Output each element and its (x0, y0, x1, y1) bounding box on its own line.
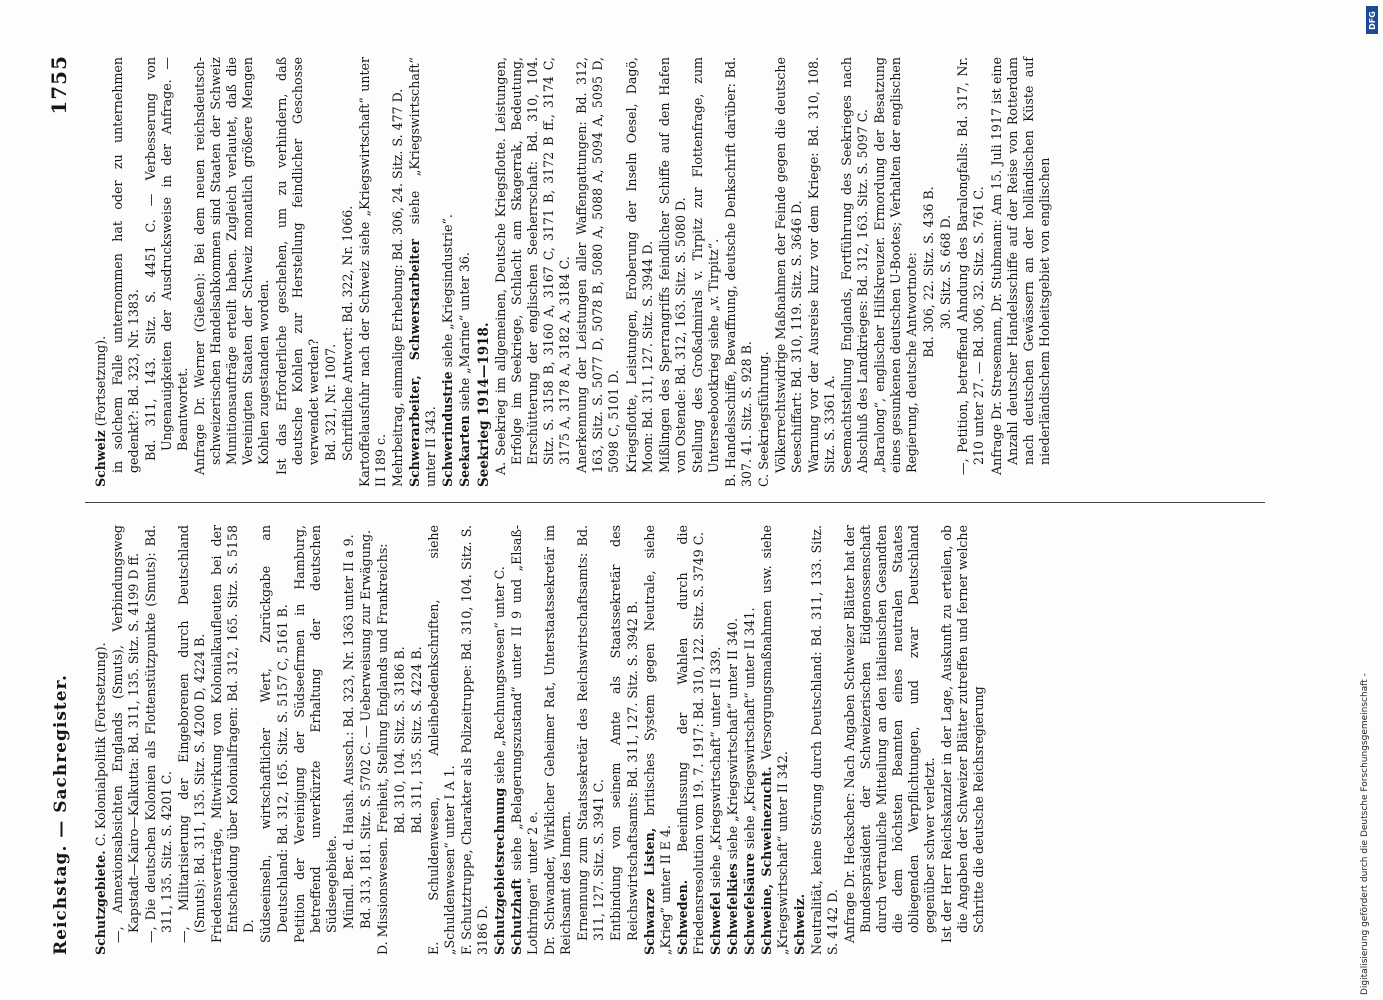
register-entry (440, 57, 456, 487)
register-entry (742, 525, 758, 955)
entry-text: C. Kolonialpolitik (Fortsetzung). (93, 642, 108, 851)
entry-text: E. Schuldenwesen, Anleihebedenkschriften, siehe „Schuldenwesen“ unter I A 1. (425, 525, 457, 955)
entry-text: Stellung des Großadmirals v. Tirpitz zur Flottenfrage, zum Unterseebootkrieg siehe „v. Tirpitz“. (689, 57, 721, 473)
entry-lemma: Schutzgebiete. (93, 850, 108, 955)
entry-text: siehe „Rechnungswesen“ unter C. (492, 566, 508, 788)
entry-lemma: Schutzgebietsrechnung (492, 787, 508, 955)
digitization-note: Digitalisierung gefördert durch die Deutsche Forschungsgemeinschaft - (1360, 673, 1370, 995)
register-entry (809, 525, 841, 955)
register-entry (642, 525, 674, 955)
column-divider (85, 502, 1265, 503)
entry-lemma: Schweiz. (791, 893, 807, 955)
register-entry (176, 525, 208, 955)
register-entry (426, 525, 458, 955)
entry-text: Bd. 311, 143. Sitz. S. 4451 C. — Verbesserung von Ungenauigkeiten der Ausdrucksweise in der Anfrage. — Beantwortet. (143, 57, 191, 461)
entry-text: Anfrage Dr. Heckscher: Nach Angaben Schweizer Blätter hat der Bundespräsident der Schweizerischen Eidgenossenschaft durch vertrauliche Mitteilung an den italienischen Gesandten die dem höchsten Beamten eines neutralen Staates obliegenden Verpflichtungen, und zwar Deutschland gegenüber schwer verletzt. (842, 525, 938, 943)
entry-text: britisches System gegen Neutrale, siehe „Krieg“ unter II E 4. (641, 525, 673, 955)
entry-text: siehe „Kriegswirtschaft“ unter II 343. (406, 57, 438, 487)
register-entry (209, 525, 257, 955)
entry-text: Kartoffelausfuhr nach der Schweiz siehe „Kriegswirtschaft“ unter II 189 c. (356, 57, 388, 487)
register-entry (989, 57, 1053, 487)
entry-text: —, Petition, betreffend Ahndung des Baralongfalls: Bd. 317, Nr. 210 unter 27. — Bd. 306, 32. Sitz. S. 761 C. (955, 57, 987, 475)
entry-text: Ist das Erforderliche geschehen, um zu verhindern, daß deutsche Kohlen zur Herstellung feindlicher Geschosse verwendet werden? (273, 57, 321, 475)
register-entry (340, 57, 356, 487)
entry-text: Bd. 306, 22. Sitz. S. 436 B. (921, 186, 937, 358)
register-entry (773, 57, 805, 487)
entry-text: Bd. 321, Nr. 1007. (322, 343, 338, 461)
entry-text: Schriftliche Antwort: Bd. 322, Nr. 1066. (339, 205, 355, 461)
register-entry (792, 525, 808, 955)
running-head-title: Reichstag. — Sachregister. (51, 674, 71, 955)
entry-text: siehe „Marine“ unter 36. (457, 252, 473, 416)
register-entry (921, 57, 937, 487)
register-entry (392, 525, 408, 955)
register-entry (357, 57, 389, 487)
register-entry (725, 525, 741, 955)
register-entry (939, 525, 987, 955)
register-entry (258, 525, 290, 955)
register-entry (955, 57, 987, 487)
entry-text: Südseeinseln, wirtschaftlicher Wert, Zurückgabe an Deutschland: Bd. 312, 165. Sitz. S. 5157 C, 5161 B. (258, 525, 290, 943)
entry-text: Bd. 311, 135. Sitz. S. 4224 B. (408, 646, 424, 834)
register-entry (690, 57, 722, 487)
running-head (45, 55, 79, 955)
entry-text: siehe „Kriegsindustrie“. (439, 214, 455, 372)
register-entry (457, 57, 473, 487)
register-entry (574, 57, 622, 487)
entry-text: Dr. Schwander, Wirklicher Geheimer Rat, Unterstaatssekretär im Reichsamt des Innern. (542, 525, 574, 955)
register-entry (806, 57, 838, 487)
register-entry (657, 57, 689, 487)
register-entry (476, 57, 492, 487)
register-entry (624, 57, 656, 487)
entry-lemma: Schweine, Schweinezucht. (758, 766, 774, 955)
entry-text: Neutralität, keine Störung durch Deutschland: Bd. 311, 133. Sitz. S. 4142 D. (809, 525, 841, 955)
entry-text: Mehrbeitrag, einmalige Erhebung: Bd. 306, 24. Sitz. S. 477 D. (389, 88, 405, 487)
register-entry (110, 57, 142, 487)
register-entry (274, 57, 322, 487)
entry-text: Beeinflussung der Wahlen durch die Friedensresolution vom 19. 7. 1917: Bd. 310, 122. Sitz. S. 3749 C. (674, 525, 706, 955)
entry-text: in solchem Falle unternommen hat oder zu unternehmen gedenkt?: Bd. 323, Nr. 1383. (110, 57, 142, 473)
register-entry (509, 525, 541, 955)
entry-lemma: Schweden. (674, 879, 690, 955)
entry-text: —, Militarisierung der Eingeborenen durch Deutschland (Smuts): Bd. 311, 135. Sitz. S. 4200 D, 4224 B. (176, 525, 208, 943)
entry-text: Petition der Vereinigung der Südseefirmen in Hamburg, betreffend unverkürzte Erhaltung der deutschen Südseegebiete. (291, 525, 339, 943)
register-entry (192, 57, 272, 487)
register-entry (110, 525, 142, 955)
register-entry (723, 57, 755, 487)
register-entry (492, 525, 508, 955)
entry-text: Anfrage Dr. Werner (Gießen): Bei dem neuen reichsdeutsch-schweizerischen Handelsabkommen sind Staaten der Schweiz Munitionsaufträge erteilt haben. Zugleich verlautet, daß die Vereinigten Staaten der Schweiz monatlich größere Mengen Kohlen zugestanden worden. (192, 57, 272, 475)
entry-lemma: Seekarten (457, 415, 473, 487)
entry-text: Friedensverträge, Mitwirkung von Kolonialkaufleuten bei der Entscheidung über Kolonialfragen: Bd. 312, 165. Sitz. S. 5158 D. (209, 525, 257, 943)
register-entry (575, 525, 607, 955)
register-entry (390, 57, 406, 487)
entry-text: B. Handelsschiffe, Bewaffnung, deutsche Denkschrift darüber: Bd. 307. 41. Sitz. S. 928 B. (722, 57, 754, 487)
register-entry (93, 525, 109, 955)
entry-lemma: Schweiz (93, 430, 108, 487)
register-entry (756, 57, 772, 487)
left-column (93, 525, 989, 955)
entry-text: F. Schutztruppe, Charakter als Polizeitruppe: Bd. 310, 104. Sitz. S. 3186 D. (459, 525, 491, 955)
register-entry (839, 57, 871, 487)
entry-lemma: Schwerarbeiter, Schwerstarbeiter (406, 239, 422, 487)
entry-text: siehe „Kriegswirtschaft“ unter II 341. (741, 607, 757, 853)
register-entry (759, 525, 791, 955)
entry-text: Anerkennung der Leistungen aller Waffengattungen: Bd. 312, 163, Sitz. S. 5077 D, 5078 B, 5080 A, 5088 A, 5094 A, 5095 D, 5098 C, 5101 D. (574, 57, 622, 473)
register-entry (409, 525, 425, 955)
entry-lemma: Schwarze Listen, (641, 827, 657, 955)
register-entry (675, 525, 707, 955)
register-entry (93, 57, 109, 487)
page-number: 1755 (47, 55, 71, 115)
entry-lemma: Schwerindustrie (439, 371, 455, 487)
entry-text: Seemachtstellung Englands, Fortführung des Seekrieges nach Abschluß des Landkrieges: Bd. 312, 163. Sitz. S. 5097 C. (839, 57, 871, 473)
entry-lemma: Schwefelkies (724, 863, 740, 955)
entry-text: Versorgungsmaßnahmen usw. siehe „Kriegswirtschaft“ unter II 342. (758, 525, 790, 955)
entry-text: Bd. 310, 104. Sitz. S. 3186 B. (391, 646, 407, 834)
entry-text: Völkerrechtswidrige Maßnahmen der Feinde gegen die deutsche Seeschiffart: Bd. 310, 119. Sitz. S. 3646 D. (772, 57, 804, 473)
entry-lemma: Schwefel (707, 892, 723, 955)
entry-text: siehe „Kriegswirtschaft“ unter II 339. (707, 646, 723, 892)
entry-text: C. Seekriegsführung. (755, 351, 771, 487)
register-entry (358, 525, 374, 955)
rotated-register-page (45, 55, 1335, 955)
register-entry (872, 57, 920, 487)
register-entry (938, 57, 954, 487)
entry-text: Ernennung zum Staatssekretär des Reichswirtschaftsamts: Bd. 311, 127. Sitz. S. 3941 C. (575, 525, 607, 941)
entry-text: 30. Sitz. S. 668 D. (938, 214, 954, 330)
register-entry (459, 525, 491, 955)
entry-text: (Fortsetzung). (93, 335, 108, 431)
register-entry (407, 57, 439, 487)
register-entry (323, 57, 339, 487)
entry-text: A. Seekrieg im allgemeinen, Deutsche Kriegsflotte. Leistungen, Erfolge im Seekriege, Schlacht am Skagerrak, Bedeutung, Erschütterung der englischen Seeherrschaft: Bd. 310, 104. Sitz. S. 3158 B, 3160 A, 3167 C, 3171 B, 3172 B ff., 3174 C, 3175 A, 3178 A, 3182 A, 3184 C. (493, 57, 573, 475)
register-entry (341, 525, 357, 955)
register-entry (608, 525, 640, 955)
right-column (93, 57, 1054, 487)
entry-text: siehe „Kriegswirtschaft“ unter II 340. (724, 617, 740, 864)
entry-text: Kriegsflotte, Leistungen, Eroberung der Inseln Oesel, Dagö, Moon: Bd. 311, 127. Sitz. S. 3944 D. (623, 57, 655, 473)
register-entry (842, 525, 938, 955)
entry-text: siehe „Belagerungszustand“ unter II 9 und „Elsaß-Lothringen“ unter 2 e. (509, 525, 541, 955)
entry-text: Mündl. Ber. d. Haush. Aussch.: Bd. 323, Nr. 1363 unter II a 9. (340, 534, 356, 929)
register-entry (493, 57, 573, 487)
entry-text: D. Missionswesen. Freiheit, Stellung Englands und Frankreichs: (374, 543, 390, 955)
register-entry (542, 525, 574, 955)
register-entry (708, 525, 724, 955)
entry-text: Anfrage Dr. Stresemann, Dr. Stubmann: Am 15. Juli 1917 ist eine Anzahl deutscher Handelsschiffe auf der Reise von Rotterdam nach deutschen Gewässern an der holländischen Küste auf niederländischem Hoheitsgebiet von englischen (988, 57, 1052, 475)
register-entry (143, 525, 175, 955)
entry-text: —, Die deutschen Kolonien als Flottenstützpunkte (Smuts): Bd. 311, 135. Sitz. S. 4201 C. (143, 525, 175, 943)
entry-text: Ist der Herr Reichskanzler in der Lage, Auskunft zu erteilen, ob die Angaben der Schweizer Blätter zutreffen und ferner welche Schritte die deutsche Reichsregierung (939, 525, 987, 943)
register-entry (143, 57, 191, 487)
entry-text: „Baralong“, englischer Hilfskreuzer. Ermordung der Besatzung eines gesunkenen deutschen U-Bootes; Verhalten der englischen Regierung, deutsche Antwortnote: (872, 57, 920, 473)
entry-text: Warnung vor der Ausreise kurz vor dem Kriege: Bd. 310, 108. Sitz. S. 3361 A. (806, 57, 838, 473)
entry-text: Entbindung von seinem Amte als Staatssekretär des Reichswirtschaftsamts: Bd. 311, 127. Sitz. S. 3942 B. (608, 525, 640, 941)
entry-lemma: Seekrieg 1914—1918. (476, 322, 493, 487)
entry-lemma: Schwefelsäure (741, 852, 757, 955)
entry-text: —, Annexionsabsichten Englands (Smuts), Verbindungsweg Kapstadt—Kairo—Kalkutta: Bd. 311, 135. Sitz. S. 4199 D ff. (110, 525, 142, 943)
dfg-logo: DFG (1366, 6, 1378, 34)
entry-text: Mißlingen des Sperrangriffs feindlicher Schiffe auf den Hafen von Ostende: Bd. 312, 163. Sitz. S. 5080 D. (656, 57, 688, 473)
register-entry (292, 525, 340, 955)
entry-text: Bd. 313, 181. Sitz. S. 5702 C. — Ueberweisung zur Erwägung. (357, 529, 373, 929)
entry-lemma: Schutzhaft (509, 878, 525, 955)
register-entry (375, 525, 391, 955)
